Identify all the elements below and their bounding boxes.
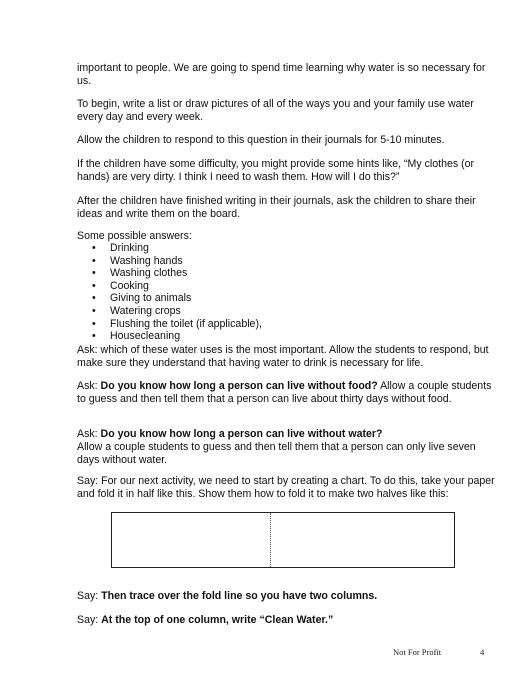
list-item: • Flushing the toilet (if applicable), [92, 317, 262, 330]
bullet-icon: • [92, 242, 96, 254]
bullet-icon: • [92, 304, 96, 317]
bullet-icon: • [92, 254, 96, 267]
list-item: • Giving to animals [92, 292, 192, 305]
paragraph-ask-most-important: Ask: which of these water uses is the most important. Allow the students to respond, but make sure they understand that having water to drink is necessary for life. [77, 344, 489, 369]
paragraph-journal-time: Allow the children to respond to this question in their journals for 5-10 minutes. [77, 134, 445, 146]
instruction-trace: Then trace over the fold line so you have two columns. [101, 590, 378, 602]
list-item: • Washing hands [92, 254, 183, 267]
list-item: • Housecleaning [92, 330, 181, 343]
bullet-icon: • [92, 317, 96, 330]
paragraph-hints: If the children have some difficulty, you might provide some hints like, “My clothes (or hands) are very dirty. I think I need to wash them. How will I do this?” [77, 158, 475, 183]
paragraph-ask-food: Ask: Do you know how long a person can live without food? Allow a couple students to guess and then tell them that a person can live about thirty days without food. [77, 380, 492, 405]
paragraph-say-trace: Say: Then trace over the fold line so you have two columns. [77, 590, 378, 602]
paragraph-ask-water: Ask: Do you know how long a person can live without water? Allow a couple students to guess and then tell them that a person can only live seven days without water. [77, 428, 476, 466]
list-item: • Washing clothes [92, 267, 188, 280]
list-item: • Drinking [92, 242, 149, 254]
instruction-clean-water: At the top of one column, write “Clean Water.” [101, 614, 334, 626]
list-item: • Watering crops [92, 304, 181, 317]
folded-paper-diagram [111, 512, 455, 568]
bullet-icon: • [92, 330, 96, 343]
paragraph-share-ideas: After the children have finished writing in their journals, ask the children to share their ideas and write them on the board. [77, 195, 476, 220]
question-food: Do you know how long a person can live without food? [100, 380, 378, 392]
bullet-icon: • [92, 267, 96, 280]
page-number: 4 [480, 647, 485, 657]
paragraph-intro: important to people. We are going to spend time learning why water is so necessary for us. [77, 62, 486, 87]
paragraph-say-clean-water: Say: At the top of one column, write “Clean Water.” [77, 614, 334, 626]
paragraph-instruction: To begin, write a list or draw pictures of all of the ways you and your family use water every day and every week. [77, 98, 474, 123]
list-item: • Cooking [92, 279, 149, 292]
answers-list [92, 242, 262, 343]
paragraph-possible-answers: Some possible answers: [77, 230, 192, 242]
bullet-icon: • [92, 279, 96, 292]
question-water: Do you know how long a person can live without water? [100, 428, 383, 440]
bullet-icon: • [92, 292, 96, 305]
footer-note: Not For Profit [393, 647, 442, 657]
fold-line [270, 513, 271, 567]
paragraph-say-chart: Say: For our next activity, we need to start by creating a chart. To do this, take your paper and fold it in half like this. Show them how to fold it to make two halves like this: [77, 475, 495, 500]
